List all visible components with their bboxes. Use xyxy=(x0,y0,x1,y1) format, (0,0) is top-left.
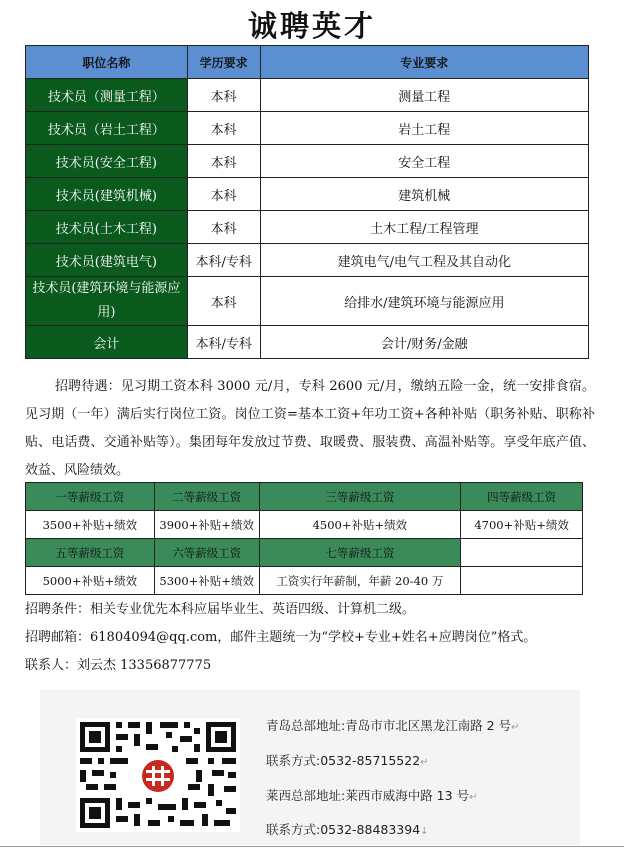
contact-person: 联系人：刘云杰 13356877775 xyxy=(25,658,212,673)
header-position: 职位名称 xyxy=(26,46,188,79)
salary-grade-header: 四等薪级工资 xyxy=(461,483,583,511)
education-cell: 本科 xyxy=(187,79,260,112)
salary-header-row xyxy=(26,483,583,511)
salary-value-row xyxy=(26,567,583,595)
phone-qingdao xyxy=(266,751,429,769)
salary-value-row xyxy=(26,511,583,539)
major-cell: 测量工程 xyxy=(260,79,588,112)
major-cell: 给排水/建筑环境与能源应用 xyxy=(260,277,588,326)
major-cell: 建筑电气/电气工程及其自动化 xyxy=(260,244,588,277)
position-cell: 技术员(安全工程) xyxy=(26,145,188,178)
major-cell: 土木工程/工程管理 xyxy=(260,211,588,244)
address-qingdao-text: 青岛总部地址:青岛市市北区黑龙江南路 2 号 xyxy=(266,718,512,733)
major-cell: 岩土工程 xyxy=(260,112,588,145)
education-cell: 本科 xyxy=(187,112,260,145)
education-cell: 本科 xyxy=(187,277,260,326)
page-title: 诚聘英才 xyxy=(247,9,376,43)
footer-divider xyxy=(0,846,624,847)
jobs-table-header xyxy=(26,46,589,79)
position-cell: 技术员(建筑环境与能源应用) xyxy=(26,277,188,326)
salary-header-row xyxy=(26,539,583,567)
table-row xyxy=(26,79,589,112)
education-cell: 本科 xyxy=(187,211,260,244)
recruit-email: 招聘邮箱：61804094@qq.com，邮件主题统一为“学校+专业+姓名+应聘岗位”格式。 xyxy=(25,630,537,645)
salary-value: 3500+补贴+绩效 xyxy=(26,511,155,539)
major-cell: 安全工程 xyxy=(260,145,588,178)
address-laixi-text: 莱西总部地址:莱西市威海中路 13 号 xyxy=(266,788,470,803)
salary-empty-cell xyxy=(461,539,583,567)
table-row xyxy=(26,178,589,211)
paragraph-mark: ↵ xyxy=(420,757,429,768)
salary-table xyxy=(25,482,583,595)
position-cell: 技术员（岩土工程） xyxy=(26,112,188,145)
paragraph-mark: ↵ xyxy=(469,792,478,803)
header-education: 学历要求 xyxy=(187,46,260,79)
table-row xyxy=(26,211,589,244)
header-major: 专业要求 xyxy=(260,46,588,79)
major-cell: 建筑机械 xyxy=(260,178,588,211)
paragraph-mark: ↵ xyxy=(511,722,520,733)
benefits-text: 招聘待遇：见习期工资本科 3000 元/月，专科 2600 元/月，缴纳五险一金，统一安排食宿。见习期（一年）满后实行岗位工资。岗位工资=基本工资+年功工资+各种补贴（职务补贴、职称补贴、电话费、交通补贴等）。集团每年发放过节费、取暖费、服装费、高温补贴等。享受年底产值、效益、风险绩效。 xyxy=(25,379,595,478)
salary-value: 4700+补贴+绩效 xyxy=(461,511,583,539)
phone-qingdao-text: 联系方式:0532-85715522 xyxy=(266,753,421,768)
table-row xyxy=(26,277,589,326)
education-cell: 本科/专科 xyxy=(187,244,260,277)
salary-grade-header: 五等薪级工资 xyxy=(26,539,155,567)
table-row xyxy=(26,326,589,359)
salary-grade-header: 七等薪级工资 xyxy=(259,539,461,567)
phone-laixi xyxy=(266,820,429,838)
salary-value: 5300+补贴+绩效 xyxy=(154,567,259,595)
address-qingdao xyxy=(266,716,520,734)
salary-value: 工资实行年薪制，年薪 20-40 万 xyxy=(259,567,461,595)
education-cell: 本科 xyxy=(187,178,260,211)
salary-grade-header: 二等薪级工资 xyxy=(154,483,259,511)
table-row xyxy=(26,145,589,178)
salary-value: 4500+补贴+绩效 xyxy=(259,511,461,539)
salary-empty-cell xyxy=(461,567,583,595)
position-cell: 技术员(建筑机械) xyxy=(26,178,188,211)
salary-value: 3900+补贴+绩效 xyxy=(154,511,259,539)
education-cell: 本科 xyxy=(187,145,260,178)
address-laixi xyxy=(266,786,477,804)
position-cell: 技术员(建筑电气) xyxy=(26,244,188,277)
salary-grade-header: 一等薪级工资 xyxy=(26,483,155,511)
table-row xyxy=(26,112,589,145)
education-cell: 本科/专科 xyxy=(187,326,260,359)
table-row xyxy=(26,244,589,277)
paragraph-mark: ↓ xyxy=(420,826,429,837)
position-cell: 技术员(土木工程) xyxy=(26,211,188,244)
salary-grade-header: 六等薪级工资 xyxy=(154,539,259,567)
jobs-table xyxy=(25,45,589,359)
recruit-conditions: 招聘条件：相关专业优先本科应届毕业生、英语四级、计算机二级。 xyxy=(25,602,416,617)
position-cell: 会计 xyxy=(26,326,188,359)
salary-value: 5000+补贴+绩效 xyxy=(26,567,155,595)
salary-grade-header: 三等薪级工资 xyxy=(259,483,461,511)
phone-laixi-text: 联系方式:0532-88483394 xyxy=(266,822,421,837)
qr-code-icon xyxy=(76,718,240,832)
major-cell: 会计/财务/金融 xyxy=(260,326,588,359)
position-cell: 技术员（测量工程） xyxy=(26,79,188,112)
